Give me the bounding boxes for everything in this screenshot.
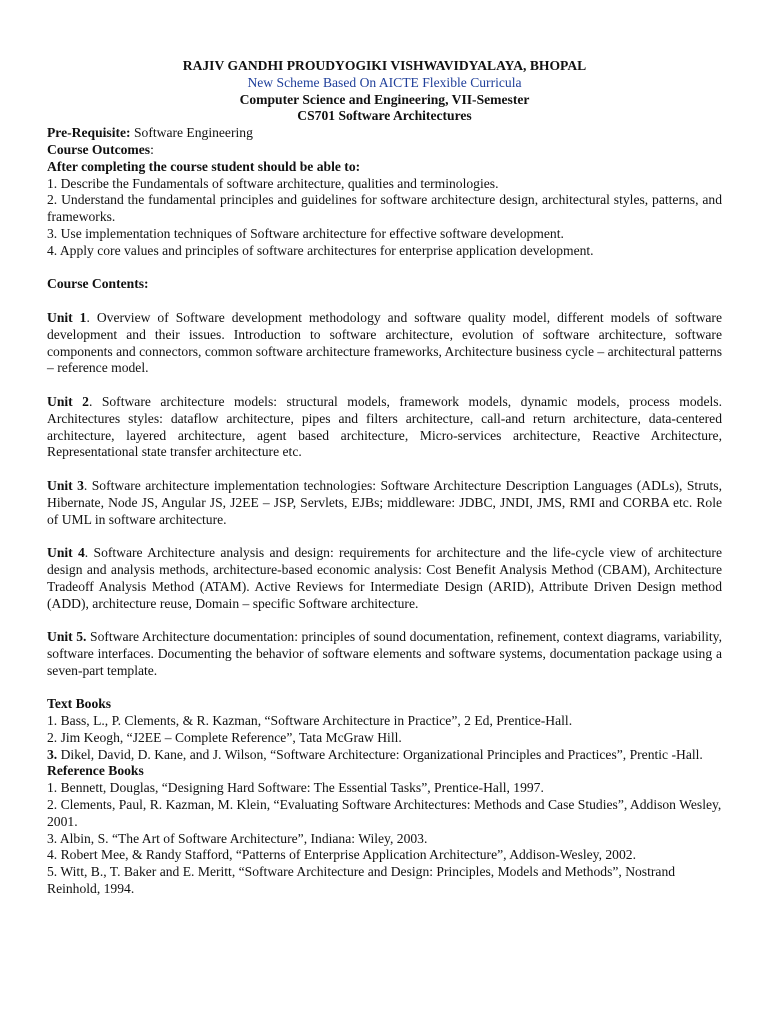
course-outcomes-label: Course Outcomes [47, 141, 151, 157]
course-title: CS701 Software Architectures [297, 108, 472, 124]
course-outcomes-colon: : [150, 141, 154, 157]
unit-1-text: . Overview of Software development methodology and software quality model, different models of software development and their issues. Introduction to software architecture, evolution of software architecture, software components and connectors, common software architecture frameworks, Architecture business cycle – architectural patterns – reference model. [47, 309, 722, 376]
reference-book-item-2: 2. Clements, Paul, R. Kazman, M. Klein, “Evaluating Software Architectures: Methods and Case Studies”, Addison Wesley, 2001. [47, 797, 722, 829]
text-books-heading: Text Books [47, 696, 112, 712]
prerequisite-line [47, 125, 722, 142]
text-book-item-3-text: Dikel, David, D. Kane, and J. Wilson, “Software Architecture: Organizational Principles and Practices”, Prentic -Hall. [57, 746, 703, 762]
unit-3-label: Unit 3 [47, 477, 84, 493]
unit-5 [47, 629, 722, 679]
department-title: Computer Science and Engineering, VII-Semester [239, 91, 530, 107]
text-book-item-3 [47, 747, 722, 764]
reference-book-item-3: 3. Albin, S. “The Art of Software Architecture”, Indiana: Wiley, 2003. [47, 830, 428, 846]
text-book-item-3-number: 3. [47, 746, 58, 762]
outcome-item-1: 1. Describe the Fundamentals of software architecture, qualities and terminologies. [47, 175, 499, 191]
course-contents-heading: Course Contents: [47, 276, 149, 292]
reference-book-item-5: 5. Witt, B., T. Baker and E. Meritt, “Software Architecture and Design: Principles, Models and Methods”, Nostrand Reinhold, 1994. [47, 864, 676, 897]
text-book-item-1: 1. Bass, L., P. Clements, & R. Kazman, “Software Architecture in Practice”, 2 Ed, Prentice-Hall. [47, 713, 573, 729]
unit-4-text: . Software Architecture analysis and design: requirements for architecture and the life-cycle view of architecture design and analysis methods, architecture-based economic analysis: Cost Benefit Analysis Method (CBAM), Architecture Tradeoff Analysis Method (ATAM). Active Reviews for Intermediate Design (ARID), Attribute Driven Design method (ADD), architecture reuse, Domain – specific Software architecture. [47, 545, 722, 611]
unit-5-label: Unit 5. [47, 629, 87, 645]
unit-3-text: . Software architecture implementation technologies: Software Architecture Description Languages (ADLs), Struts, Hibernate, Node JS, Angular JS, J2EE – JSP, Servlets, EJBs; middleware: JDBC, JNDI, JMS, RMI and CORBA etc. Role of UML in software architecture. [47, 477, 722, 527]
prerequisite-value: Software Engineering [130, 125, 253, 141]
unit-1 [47, 310, 722, 377]
unit-2 [47, 394, 722, 461]
unit-4 [47, 545, 722, 612]
outcomes-intro: After completing the course student should be able to: [47, 158, 361, 174]
outcome-item-2: 2. Understand the fundamental principles and guidelines for software architecture design, architectural styles, patterns, and frameworks. [47, 192, 722, 225]
unit-4-label: Unit 4 [47, 545, 85, 561]
unit-3 [47, 478, 722, 528]
reference-book-item-4: 4. Robert Mee, & Randy Stafford, “Patterns of Enterprise Application Architecture”, Addison-Wesley, 2002. [47, 847, 636, 863]
reference-books-heading: Reference Books [47, 763, 144, 779]
prerequisite-label: Pre-Requisite: [47, 125, 131, 141]
course-outcomes-heading [47, 142, 722, 159]
unit-2-text: . Software architecture models: structural models, framework models, dynamic models, process models. Architectures styles: dataflow architecture, pipes and filters architecture, call-and return architecture, data-centered architecture, layered architecture, agent based architecture, Micro-services architecture, Reactive Architecture, Representational state transfer architecture etc. [47, 393, 722, 460]
reference-book-item-1: 1. Bennett, Douglas, “Designing Hard Software: The Essential Tasks”, Prentice-Hall, 1997. [47, 780, 544, 796]
outcome-item-3: 3. Use implementation techniques of Software architecture for effective software development. [47, 225, 564, 241]
text-book-item-2: 2. Jim Keogh, “J2EE – Complete Reference”, Tata McGraw Hill. [47, 729, 402, 745]
unit-1-label: Unit 1 [47, 309, 87, 325]
unit-2-label: Unit 2 [47, 393, 89, 409]
scheme-subtitle: New Scheme Based On AICTE Flexible Curricula [247, 74, 522, 90]
unit-5-text: Software Architecture documentation: principles of sound documentation, refinement, context diagrams, variability, software interfaces. Documenting the behavior of software elements and software systems, documentation package using a seven-part template. [47, 629, 722, 678]
outcome-item-4: 4. Apply core values and principles of software architectures for enterprise application development. [47, 242, 594, 258]
university-title: RAJIV GANDHI PROUDYOGIKI VISHWAVIDYALAYA, BHOPAL [182, 58, 587, 73]
